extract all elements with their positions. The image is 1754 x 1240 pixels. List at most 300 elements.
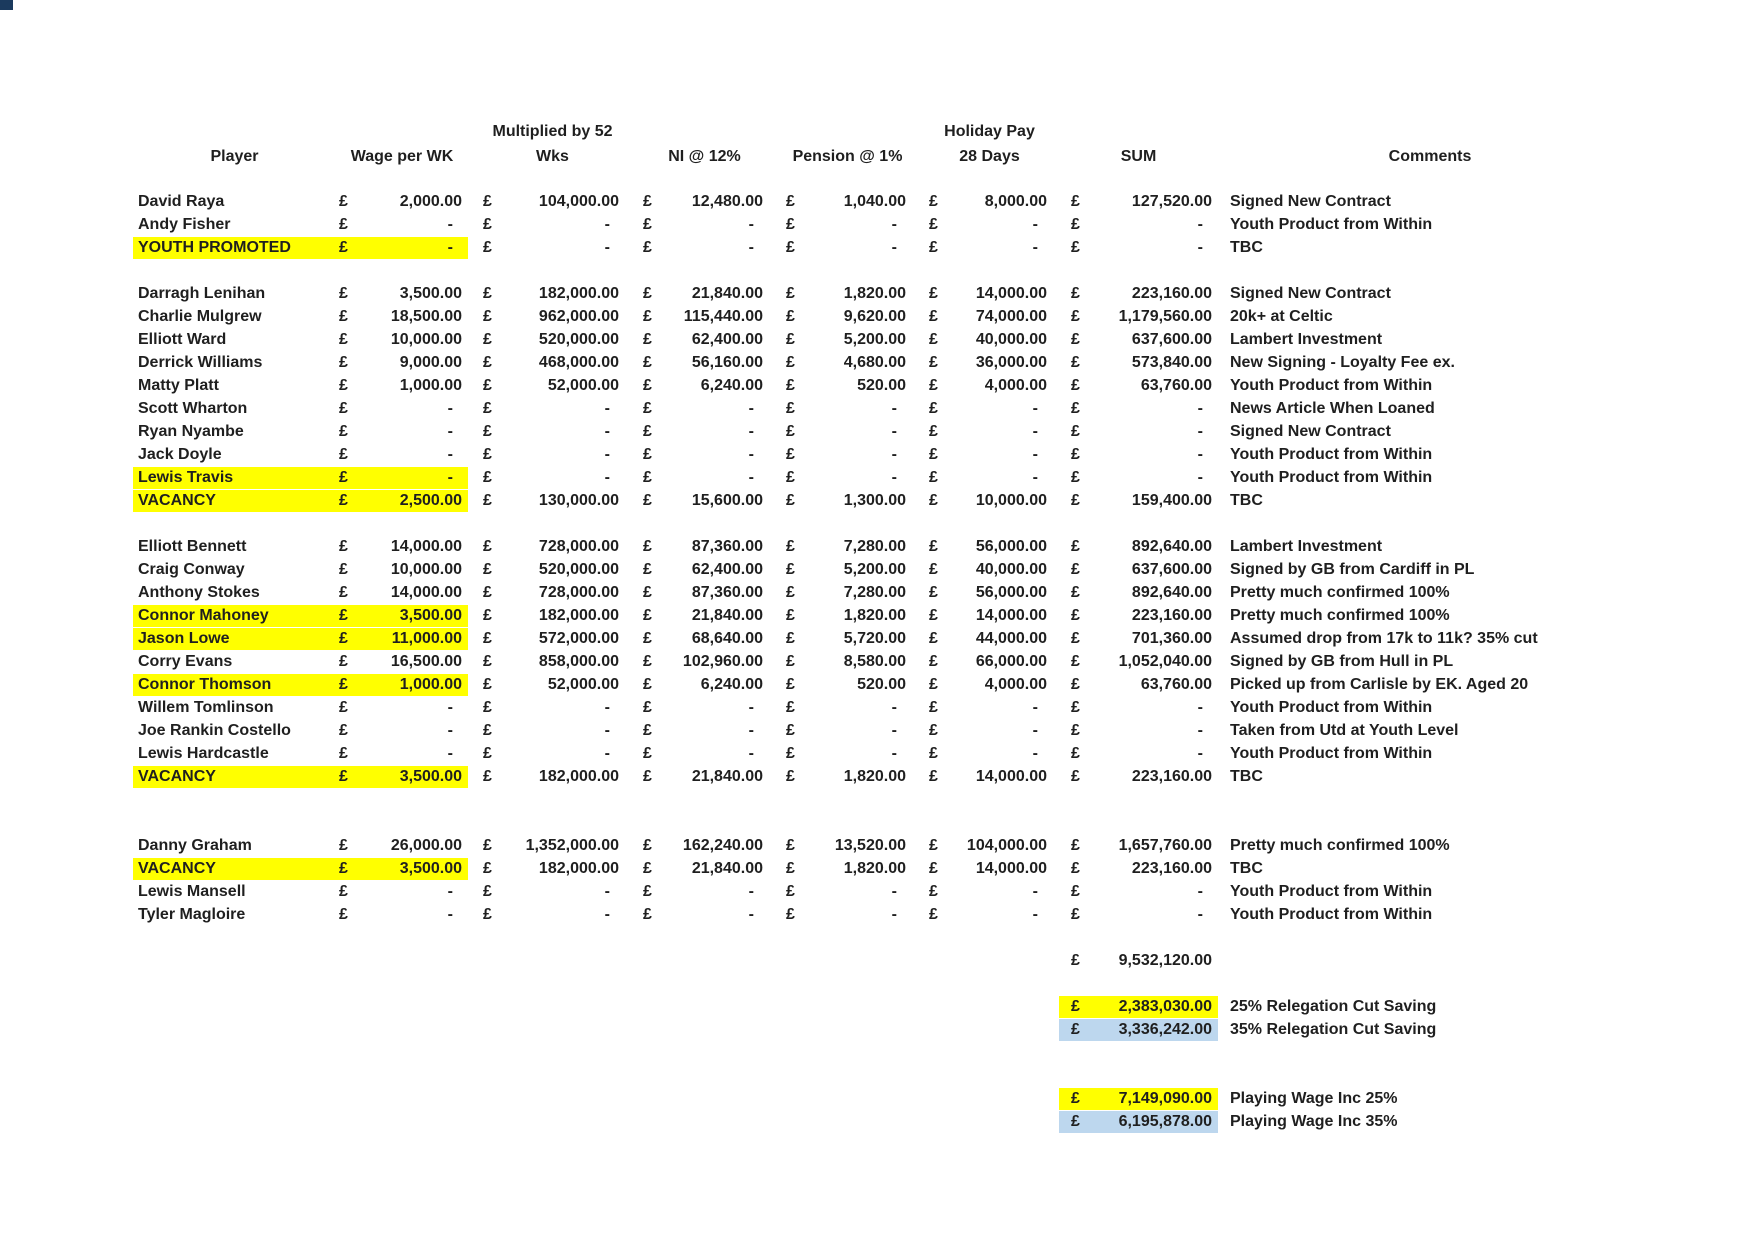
amount-value: 1,300.00 xyxy=(843,492,906,509)
pound-symbol: £ xyxy=(483,883,492,900)
summary-row xyxy=(0,996,1754,1019)
amount-value: 520,000.00 xyxy=(538,331,619,348)
amount-value: 637,600.00 xyxy=(1131,561,1212,578)
pound-symbol: £ xyxy=(1071,1090,1080,1107)
amount-value: 1,657,760.00 xyxy=(1118,837,1212,854)
sum-cell xyxy=(1059,835,1218,857)
ni-cell xyxy=(640,214,769,236)
wage-cell xyxy=(336,881,468,903)
pound-symbol: £ xyxy=(643,745,652,762)
amount-value: - xyxy=(1197,883,1203,900)
amount-value: 728,000.00 xyxy=(538,584,619,601)
pound-symbol: £ xyxy=(929,239,938,256)
pension-cell xyxy=(783,421,912,443)
player-name-cell: VACANCY xyxy=(133,858,336,880)
blank-row xyxy=(0,1065,1754,1088)
comment-cell: Pretty much confirmed 100% xyxy=(1230,607,1450,624)
amount-value: - xyxy=(1032,722,1038,739)
ni-cell xyxy=(640,329,769,351)
mult52-cell xyxy=(480,697,625,719)
amount-value: 104,000.00 xyxy=(966,837,1047,854)
amount-value: 12,480.00 xyxy=(691,193,763,210)
amount-value: 5,200.00 xyxy=(843,561,906,578)
pound-symbol: £ xyxy=(929,630,938,647)
amount-value: - xyxy=(604,400,610,417)
pound-symbol: £ xyxy=(483,676,492,693)
player-name-cell: Joe Rankin Costello xyxy=(138,722,291,739)
pound-symbol: £ xyxy=(1071,722,1080,739)
amount-value: 962,000.00 xyxy=(538,308,619,325)
sum-cell xyxy=(1059,352,1218,374)
pound-symbol: £ xyxy=(339,584,348,601)
pound-symbol: £ xyxy=(1071,285,1080,302)
wage-cell xyxy=(336,835,468,857)
ni-cell xyxy=(640,904,769,926)
header-wage-per-wk: Wage per WK xyxy=(350,148,454,165)
comment-cell: Youth Product from Within xyxy=(1230,469,1433,486)
amount-value: - xyxy=(891,400,897,417)
pound-symbol: £ xyxy=(1071,607,1080,624)
pound-symbol: £ xyxy=(643,860,652,877)
amount-value: 15,600.00 xyxy=(691,492,763,509)
comment-cell: Signed by GB from Cardiff in PL xyxy=(1230,561,1475,578)
holiday-cell xyxy=(926,858,1053,880)
amount-value: 74,000.00 xyxy=(975,308,1047,325)
sum-cell xyxy=(1059,444,1218,466)
pound-symbol: £ xyxy=(929,676,938,693)
comment-cell: Youth Product from Within xyxy=(1230,446,1433,463)
header-holiday-pay: Holiday Pay xyxy=(944,123,1035,140)
pound-symbol: £ xyxy=(643,193,652,210)
amount-value: - xyxy=(1032,699,1038,716)
pound-symbol: £ xyxy=(339,906,348,923)
pound-symbol: £ xyxy=(929,423,938,440)
sum-cell xyxy=(1059,329,1218,351)
amount-value: - xyxy=(748,469,754,486)
mult52-cell xyxy=(480,283,625,305)
holiday-cell xyxy=(926,835,1053,857)
amount-value: - xyxy=(447,699,453,716)
pension-cell xyxy=(783,835,912,857)
sum-cell xyxy=(1059,398,1218,420)
pound-symbol: £ xyxy=(1071,699,1080,716)
amount-value: - xyxy=(447,722,453,739)
sum-cell xyxy=(1059,582,1218,604)
amount-value: 21,840.00 xyxy=(691,860,763,877)
holiday-cell xyxy=(926,536,1053,558)
amount-value: 520,000.00 xyxy=(538,561,619,578)
holiday-cell xyxy=(926,467,1053,489)
ni-cell xyxy=(640,237,769,259)
pound-symbol: £ xyxy=(786,883,795,900)
summary-amount-cell xyxy=(1059,1019,1218,1041)
table-row xyxy=(0,421,1754,444)
pound-symbol: £ xyxy=(643,837,652,854)
holiday-cell xyxy=(926,674,1053,696)
pound-symbol: £ xyxy=(643,607,652,624)
mult52-cell xyxy=(480,214,625,236)
summary-row xyxy=(0,1088,1754,1111)
sum-cell xyxy=(1059,536,1218,558)
wage-cell xyxy=(336,444,468,466)
amount-value: 7,149,090.00 xyxy=(1118,1090,1212,1107)
wage-cell xyxy=(336,283,468,305)
player-name-cell: Corry Evans xyxy=(138,653,233,670)
pound-symbol: £ xyxy=(339,630,348,647)
table-row xyxy=(0,444,1754,467)
header-wks: Wks xyxy=(536,148,569,165)
pound-symbol: £ xyxy=(483,722,492,739)
pound-symbol: £ xyxy=(786,699,795,716)
amount-value: 7,280.00 xyxy=(843,538,906,555)
amount-value: 21,840.00 xyxy=(691,607,763,624)
player-name-cell: Charlie Mulgrew xyxy=(138,308,262,325)
pound-symbol: £ xyxy=(339,538,348,555)
amount-value: 10,000.00 xyxy=(975,492,1047,509)
header-multiplied-by-52: Multiplied by 52 xyxy=(492,123,613,140)
pound-symbol: £ xyxy=(483,216,492,233)
holiday-cell xyxy=(926,191,1053,213)
pound-symbol: £ xyxy=(643,883,652,900)
pound-symbol: £ xyxy=(929,469,938,486)
mult52-cell xyxy=(480,582,625,604)
ni-cell xyxy=(640,536,769,558)
amount-value: 520.00 xyxy=(857,377,906,394)
pound-symbol: £ xyxy=(1071,653,1080,670)
holiday-cell xyxy=(926,582,1053,604)
amount-value: 9,620.00 xyxy=(843,308,906,325)
pension-cell xyxy=(783,375,912,397)
pound-symbol: £ xyxy=(1071,446,1080,463)
table-row xyxy=(0,398,1754,421)
comment-cell: Taken from Utd at Youth Level xyxy=(1230,722,1459,739)
pound-symbol: £ xyxy=(929,768,938,785)
pound-symbol: £ xyxy=(483,285,492,302)
amount-value: - xyxy=(891,745,897,762)
amount-value: 6,240.00 xyxy=(700,676,763,693)
pound-symbol: £ xyxy=(643,377,652,394)
sum-cell xyxy=(1059,306,1218,328)
sum-cell xyxy=(1059,743,1218,765)
pound-symbol: £ xyxy=(483,308,492,325)
pound-symbol: £ xyxy=(786,607,795,624)
amount-value: - xyxy=(1032,469,1038,486)
holiday-cell xyxy=(926,697,1053,719)
pound-symbol: £ xyxy=(786,538,795,555)
pound-symbol: £ xyxy=(339,653,348,670)
amount-value: 63,760.00 xyxy=(1140,377,1212,394)
mult52-cell xyxy=(480,467,625,489)
pound-symbol: £ xyxy=(643,768,652,785)
amount-value: 14,000.00 xyxy=(975,285,1047,302)
pound-symbol: £ xyxy=(483,630,492,647)
holiday-cell xyxy=(926,421,1053,443)
amount-value: 62,400.00 xyxy=(691,331,763,348)
table-row xyxy=(0,352,1754,375)
pension-cell xyxy=(783,306,912,328)
pound-symbol: £ xyxy=(339,308,348,325)
amount-value: - xyxy=(604,446,610,463)
blank-row xyxy=(0,927,1754,950)
amount-value: 520.00 xyxy=(857,676,906,693)
pound-symbol: £ xyxy=(1071,331,1080,348)
grand-total-row xyxy=(0,950,1754,973)
pension-cell xyxy=(783,582,912,604)
amount-value: 3,500.00 xyxy=(399,285,462,302)
ni-cell xyxy=(640,881,769,903)
wage-cell xyxy=(336,329,468,351)
amount-value: 40,000.00 xyxy=(975,331,1047,348)
ni-cell xyxy=(640,191,769,213)
pound-symbol: £ xyxy=(483,860,492,877)
ni-cell xyxy=(640,743,769,765)
wage-cell xyxy=(336,720,468,742)
amount-value: - xyxy=(1032,745,1038,762)
wage-cell xyxy=(336,237,468,259)
amount-value: 1,820.00 xyxy=(843,860,906,877)
amount-value: 14,000.00 xyxy=(390,584,462,601)
amount-value: - xyxy=(1197,400,1203,417)
mult52-cell xyxy=(480,835,625,857)
summary-label: Playing Wage Inc 25% xyxy=(1230,1090,1398,1107)
amount-value: - xyxy=(604,745,610,762)
amount-value: 44,000.00 xyxy=(975,630,1047,647)
pound-symbol: £ xyxy=(483,906,492,923)
pension-cell xyxy=(783,697,912,719)
comment-cell: Assumed drop from 17k to 11k? 35% cut xyxy=(1230,630,1538,647)
ni-cell xyxy=(640,283,769,305)
player-name-cell: Jason Lowe xyxy=(133,628,336,650)
pound-symbol: £ xyxy=(1071,998,1080,1015)
ni-cell xyxy=(640,766,769,788)
player-name-cell: Jack Doyle xyxy=(138,446,222,463)
table-row xyxy=(0,490,1754,513)
amount-value: - xyxy=(891,423,897,440)
table-row xyxy=(0,329,1754,352)
wage-cell xyxy=(336,766,468,788)
ni-cell xyxy=(640,398,769,420)
pound-symbol: £ xyxy=(1071,538,1080,555)
amount-value: - xyxy=(1197,745,1203,762)
pound-symbol: £ xyxy=(483,400,492,417)
pound-symbol: £ xyxy=(1071,492,1080,509)
pension-cell xyxy=(783,904,912,926)
pound-symbol: £ xyxy=(786,446,795,463)
pound-symbol: £ xyxy=(786,469,795,486)
pound-symbol: £ xyxy=(1071,193,1080,210)
pound-symbol: £ xyxy=(339,285,348,302)
pound-symbol: £ xyxy=(643,331,652,348)
pound-symbol: £ xyxy=(339,193,348,210)
amount-value: - xyxy=(1032,446,1038,463)
amount-value: - xyxy=(447,216,453,233)
amount-value: 14,000.00 xyxy=(975,768,1047,785)
comment-cell: Picked up from Carlisle by EK. Aged 20 xyxy=(1230,676,1529,693)
pound-symbol: £ xyxy=(1071,883,1080,900)
pound-symbol: £ xyxy=(643,469,652,486)
table-row xyxy=(0,858,1754,881)
player-name-cell: Elliott Bennett xyxy=(138,538,247,555)
comment-cell: Signed by GB from Hull in PL xyxy=(1230,653,1454,670)
table-row xyxy=(0,582,1754,605)
pound-symbol: £ xyxy=(483,584,492,601)
table-row xyxy=(0,559,1754,582)
amount-value: 1,052,040.00 xyxy=(1118,653,1212,670)
ni-cell xyxy=(640,858,769,880)
amount-value: 8,000.00 xyxy=(984,193,1047,210)
amount-value: - xyxy=(447,745,453,762)
mult52-cell xyxy=(480,375,625,397)
pound-symbol: £ xyxy=(786,561,795,578)
amount-value: 573,840.00 xyxy=(1131,354,1212,371)
holiday-cell xyxy=(926,444,1053,466)
mult52-cell xyxy=(480,352,625,374)
table-row xyxy=(0,904,1754,927)
holiday-cell xyxy=(926,352,1053,374)
pound-symbol: £ xyxy=(1071,423,1080,440)
player-name-cell: Lewis Hardcastle xyxy=(138,745,269,762)
pound-symbol: £ xyxy=(483,768,492,785)
mult52-cell xyxy=(480,398,625,420)
pound-symbol: £ xyxy=(643,630,652,647)
amount-value: 130,000.00 xyxy=(538,492,619,509)
sum-cell xyxy=(1059,421,1218,443)
amount-value: - xyxy=(604,906,610,923)
pound-symbol: £ xyxy=(1071,469,1080,486)
amount-value: 468,000.00 xyxy=(538,354,619,371)
comment-cell: Signed New Contract xyxy=(1230,423,1391,440)
pound-symbol: £ xyxy=(1071,630,1080,647)
pound-symbol: £ xyxy=(483,193,492,210)
amount-value: - xyxy=(1197,239,1203,256)
amount-value: 56,160.00 xyxy=(691,354,763,371)
amount-value: 21,840.00 xyxy=(691,285,763,302)
mult52-cell xyxy=(480,329,625,351)
amount-value: - xyxy=(1197,216,1203,233)
mult52-cell xyxy=(480,766,625,788)
pound-symbol: £ xyxy=(643,308,652,325)
mult52-cell xyxy=(480,605,625,627)
player-name-cell: David Raya xyxy=(138,193,225,210)
comment-cell: Youth Product from Within xyxy=(1230,745,1433,762)
player-name-cell: YOUTH PROMOTED xyxy=(133,237,336,259)
comment-cell: Youth Product from Within xyxy=(1230,377,1433,394)
amount-value: - xyxy=(891,699,897,716)
pound-symbol: £ xyxy=(929,837,938,854)
amount-value: - xyxy=(604,699,610,716)
summary-amount-cell xyxy=(1059,1088,1218,1110)
player-name-cell: Lewis Mansell xyxy=(138,883,246,900)
ni-cell xyxy=(640,421,769,443)
sum-cell xyxy=(1059,628,1218,650)
wage-cell xyxy=(336,536,468,558)
comment-cell: Lambert Investment xyxy=(1230,538,1383,555)
amount-value: 8,580.00 xyxy=(843,653,906,670)
ni-cell xyxy=(640,375,769,397)
amount-value: - xyxy=(604,469,610,486)
table-row xyxy=(0,306,1754,329)
amount-value: 87,360.00 xyxy=(691,584,763,601)
amount-value: - xyxy=(891,906,897,923)
pound-symbol: £ xyxy=(786,745,795,762)
pension-cell xyxy=(783,766,912,788)
amount-value: 1,000.00 xyxy=(399,377,462,394)
sum-cell xyxy=(1059,467,1218,489)
pound-symbol: £ xyxy=(929,538,938,555)
pound-symbol: £ xyxy=(643,216,652,233)
pound-symbol: £ xyxy=(643,653,652,670)
pound-symbol: £ xyxy=(339,837,348,854)
holiday-cell xyxy=(926,398,1053,420)
sum-cell xyxy=(1059,237,1218,259)
ni-cell xyxy=(640,444,769,466)
pound-symbol: £ xyxy=(786,423,795,440)
player-name-cell: Anthony Stokes xyxy=(138,584,260,601)
summary-amount-cell xyxy=(1059,1111,1218,1133)
holiday-cell xyxy=(926,720,1053,742)
comment-cell: Youth Product from Within xyxy=(1230,883,1433,900)
amount-value: - xyxy=(1032,216,1038,233)
pound-symbol: £ xyxy=(643,285,652,302)
pound-symbol: £ xyxy=(786,400,795,417)
amount-value: - xyxy=(447,469,453,486)
table-row xyxy=(0,283,1754,306)
pound-symbol: £ xyxy=(929,883,938,900)
amount-value: - xyxy=(447,906,453,923)
amount-value: 11,000.00 xyxy=(391,630,462,647)
sum-cell xyxy=(1059,283,1218,305)
amount-value: - xyxy=(447,883,453,900)
pound-symbol: £ xyxy=(339,561,348,578)
pound-symbol: £ xyxy=(339,860,348,877)
pound-symbol: £ xyxy=(1071,377,1080,394)
amount-value: 223,160.00 xyxy=(1131,285,1212,302)
amount-value: 892,640.00 xyxy=(1131,538,1212,555)
amount-value: 87,360.00 xyxy=(691,538,763,555)
pound-symbol: £ xyxy=(786,653,795,670)
mult52-cell xyxy=(480,674,625,696)
sum-cell xyxy=(1059,559,1218,581)
pound-symbol: £ xyxy=(643,561,652,578)
amount-value: - xyxy=(748,216,754,233)
pension-cell xyxy=(783,191,912,213)
pound-symbol: £ xyxy=(1071,745,1080,762)
amount-value: - xyxy=(748,906,754,923)
pound-symbol: £ xyxy=(339,423,348,440)
amount-value: 14,000.00 xyxy=(975,860,1047,877)
pound-symbol: £ xyxy=(786,492,795,509)
header-ni: NI @ 12% xyxy=(668,148,741,165)
pound-symbol: £ xyxy=(339,676,348,693)
pound-symbol: £ xyxy=(786,354,795,371)
ni-cell xyxy=(640,490,769,512)
blank-row xyxy=(0,973,1754,996)
pension-cell xyxy=(783,628,912,650)
pound-symbol: £ xyxy=(786,308,795,325)
sum-cell xyxy=(1059,904,1218,926)
pension-cell xyxy=(783,329,912,351)
holiday-cell xyxy=(926,490,1053,512)
pound-symbol: £ xyxy=(929,607,938,624)
pound-symbol: £ xyxy=(483,377,492,394)
pound-symbol: £ xyxy=(483,745,492,762)
amount-value: 10,000.00 xyxy=(390,561,462,578)
amount-value: 40,000.00 xyxy=(975,561,1047,578)
holiday-cell xyxy=(926,605,1053,627)
mult52-cell xyxy=(480,306,625,328)
amount-value: 223,160.00 xyxy=(1131,607,1212,624)
amount-value: - xyxy=(748,400,754,417)
